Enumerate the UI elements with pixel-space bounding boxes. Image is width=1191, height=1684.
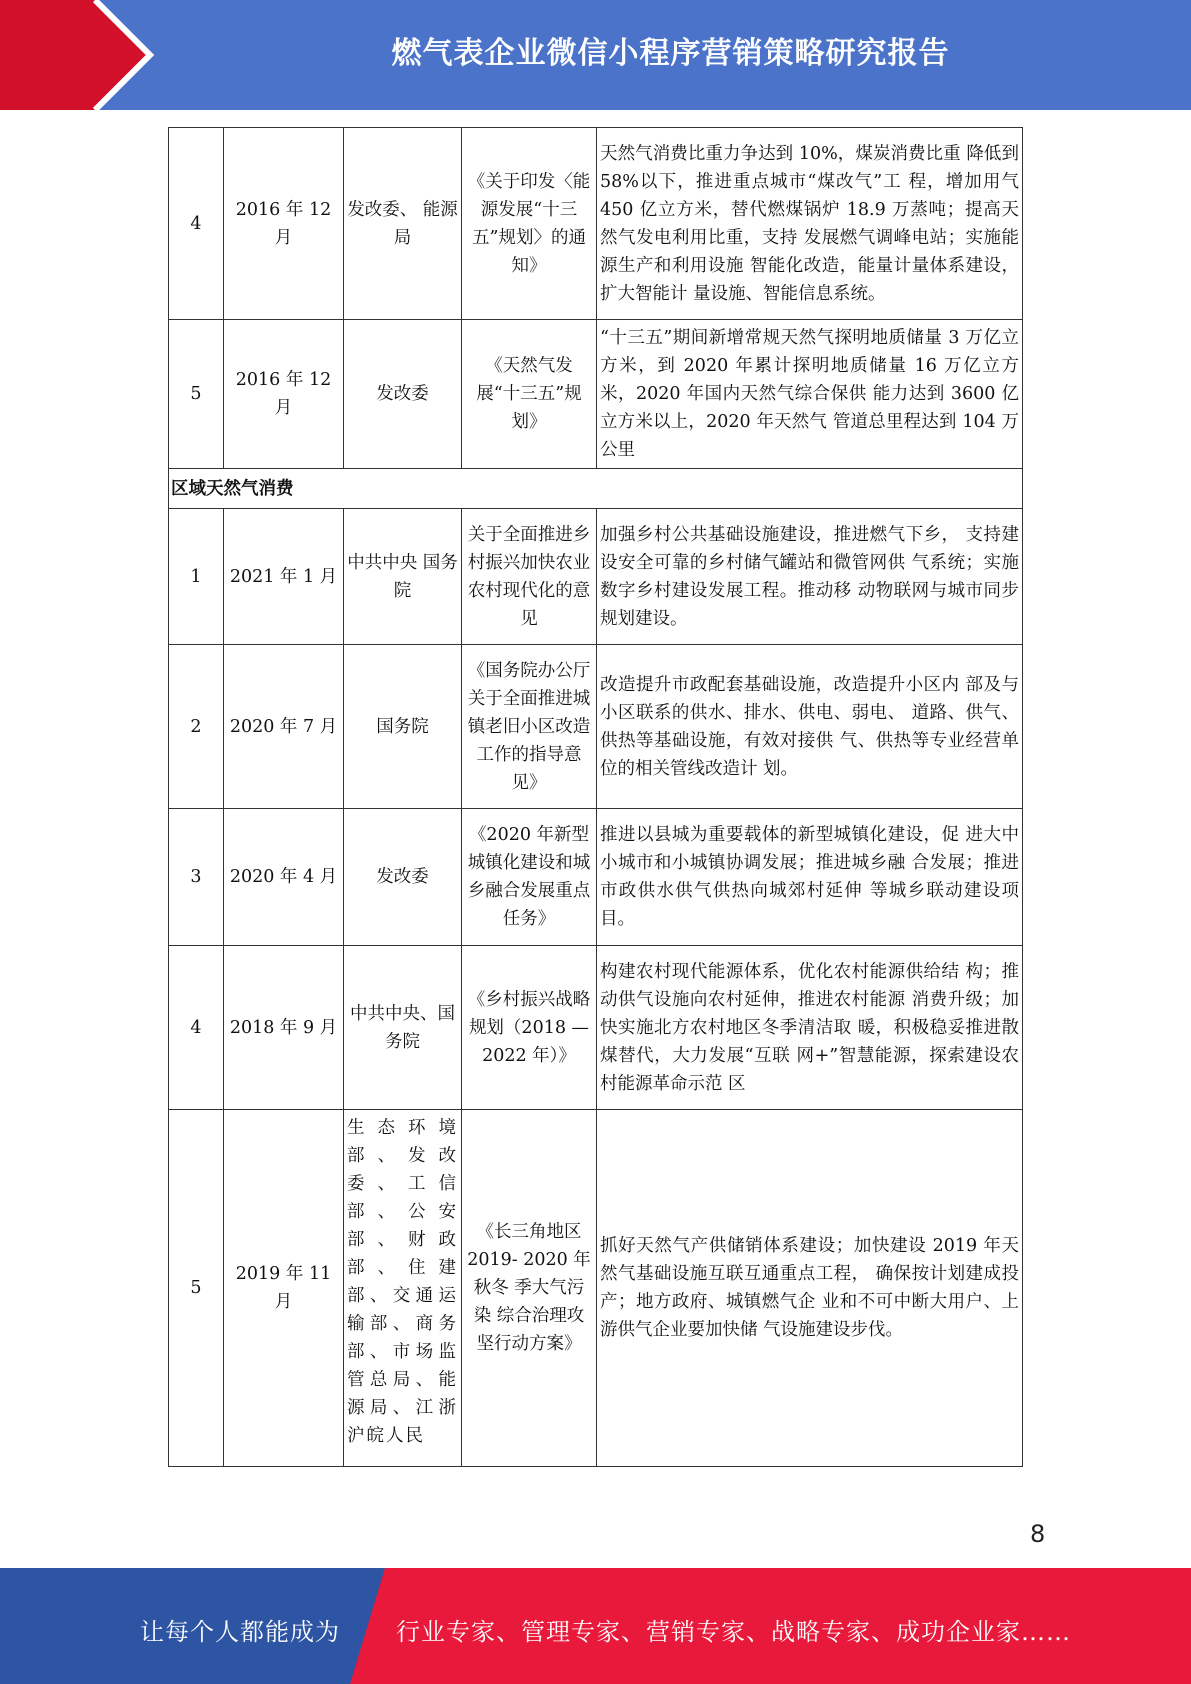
row-number: 4 (169, 946, 224, 1110)
row-content: 加强乡村公共基础设施建设，推进燃气下乡， 支持建设安全可靠的乡村储气罐站和微管网供 气系统；实施数字乡村建设发展工程。推动移 动物联网与城市同步规划建设。 (597, 509, 1023, 645)
policy-table (168, 127, 1023, 1467)
table-row (169, 809, 1023, 946)
table-row (169, 645, 1023, 809)
row-department: 发改委 (344, 320, 462, 469)
row-date: 2016 年 12 月 (224, 320, 344, 469)
row-content: 构建农村现代能源体系，优化农村能源供给结 构；推动供气设施向农村延伸，推进农村能源 消费升级；加快实施北方农村地区冬季清洁取 暖，积极稳妥推进散煤替代，大力发展“互联 网+”智慧能源，探索建设农村能源革命示范 区 (597, 946, 1023, 1110)
row-number: 5 (169, 320, 224, 469)
row-document: 《国务院办公厅关于全面推进城镇老旧小区改造工作的指导意见》 (462, 645, 597, 809)
row-document: 《2020 年新型城镇化建设和城乡融合发展重点任务》 (462, 809, 597, 946)
row-content: 推进以县城为重要载体的新型城镇化建设，促 进大中小城市和小城镇协调发展；推进城乡融 合发展；推进市政供水供气供热向城郊村延伸 等城乡联动建设项目。 (597, 809, 1023, 946)
row-department: 国务院 (344, 645, 462, 809)
footer-slogan-right: 行业专家、管理专家、营销专家、战略专家、成功企业家…… (396, 1618, 1071, 1646)
row-number: 2 (169, 645, 224, 809)
footer-slogan-left: 让每个人都能成为 (140, 1618, 340, 1646)
table-row (169, 509, 1023, 645)
row-document: 《天然气发展“十三五”规划》 (462, 320, 597, 469)
table-row (169, 946, 1023, 1110)
row-department: 发改委、 能源局 (344, 128, 462, 320)
row-department: 生态环境部、发改委、工信部、公安部、财政部、住建部、交通运输部、商务部、市场监管总局、能源局、江浙沪皖人民 (344, 1110, 462, 1467)
row-date: 2020 年 7 月 (224, 645, 344, 809)
row-department: 发改委 (344, 809, 462, 946)
row-content: 抓好天然气产供储销体系建设；加快建设 2019 年天然气基础设施互联互通重点工程， 确保按计划建成投产；地方政府、城镇燃气企 业和不可中断大用户、上游供气企业要加快储 气设施建设步伐。 (597, 1110, 1023, 1467)
row-date: 2020 年 4 月 (224, 809, 344, 946)
section-header-row (169, 469, 1023, 509)
row-content: 改造提升市政配套基础设施，改造提升小区内 部及与小区联系的供水、排水、供电、弱电、 道路、供气、供热等基础设施，有效对接供 气、供热等专业经营单位的相关管线改造计 划。 (597, 645, 1023, 809)
page-footer (0, 1568, 1191, 1684)
row-document: 《乡村振兴战略规划（2018 —2022 年）》 (462, 946, 597, 1110)
row-date: 2018 年 9 月 (224, 946, 344, 1110)
page-header (0, 0, 1191, 110)
table-row (169, 320, 1023, 469)
row-document: 《关于印发〈能源发展“十三五”规划〉的通知》 (462, 128, 597, 320)
table-row (169, 128, 1023, 320)
row-date: 2019 年 11 月 (224, 1110, 344, 1467)
row-department: 中共中央 国务院 (344, 509, 462, 645)
row-number: 1 (169, 509, 224, 645)
page-number: 8 (1030, 1520, 1046, 1548)
row-date: 2021 年 1 月 (224, 509, 344, 645)
row-department: 中共中央、国务院 (344, 946, 462, 1110)
row-number: 4 (169, 128, 224, 320)
table-row (169, 1110, 1023, 1467)
row-number: 5 (169, 1110, 224, 1467)
section-title: 区域天然气消费 (169, 469, 1023, 509)
row-document: 关于全面推进乡村振兴加快农业农村现代化的意见 (462, 509, 597, 645)
report-title: 燃气表企业微信小程序营销策略研究报告 (391, 36, 950, 71)
row-content: “十三五”期间新增常规天然气探明地质储量 3 万亿立方米，到 2020 年累计探明地质储量 16 万亿立方米，2020 年国内天然气综合保供 能力达到 3600 亿立方米以上，2020 年天然气 管道总里程达到 104 万公里 (597, 320, 1023, 469)
row-content: 天然气消费比重力争达到 10%，煤炭消费比重 降低到 58%以下，推进重点城市“煤改气”工 程，增加用气 450 亿立方米，替代燃煤锅炉 18.9 万蒸吨；提高天然气发电利用比重，支持 发展燃气调峰电站；实施能源生产和利用设施 智能化改造，能量计量体系建设，扩大智能计 量设施、智能信息系统。 (597, 128, 1023, 320)
row-date: 2016 年 12 月 (224, 128, 344, 320)
row-document: 《长三角地区 2019- 2020 年秋冬 季大气污染 综合治理攻坚行动方案》 (462, 1110, 597, 1467)
row-number: 3 (169, 809, 224, 946)
